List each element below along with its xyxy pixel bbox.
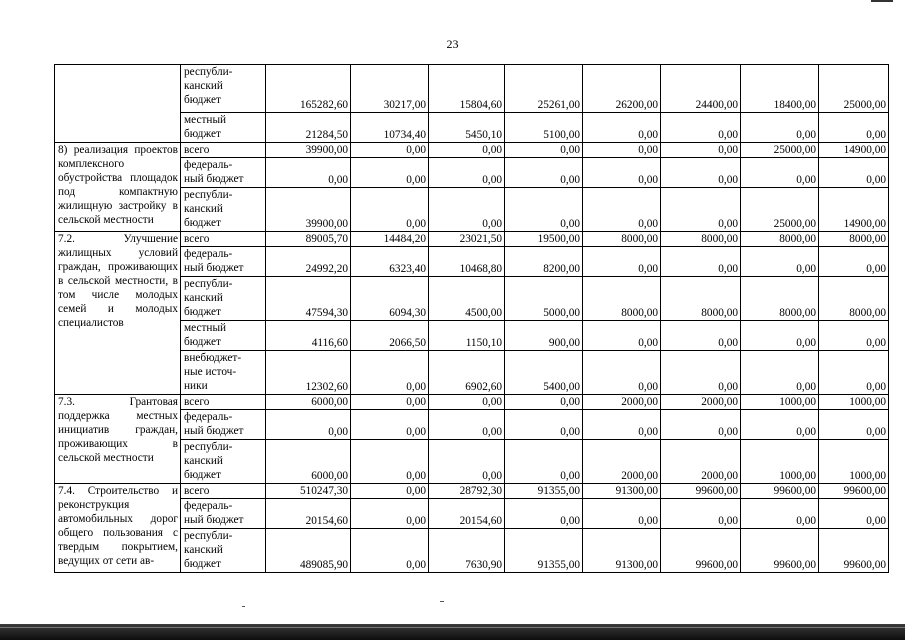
amount-cell: 0,00 [429,410,505,440]
amount-cell: 14484,20 [351,232,429,247]
amount-cell: 23021,50 [429,232,505,247]
amount-cell: 5000,00 [505,277,583,321]
funding-source-cell: федераль- ный бюджет [181,247,266,277]
amount-cell: 1150,10 [429,321,505,351]
measure-name-cell: 8) реализация проектов комплексного обустройства площадок под компактную жилищную застройку в сельской местности [55,143,181,232]
amount-cell: 0,00 [819,410,889,440]
amount-cell: 8000,00 [819,277,889,321]
amount-cell: 0,00 [661,351,741,395]
amount-cell: 12302,60 [266,351,351,395]
amount-cell: 91355,00 [505,529,583,573]
amount-cell: 0,00 [351,143,429,158]
amount-cell: 165282,60 [266,65,351,113]
amount-cell: 1000,00 [819,395,889,410]
funding-source-cell: всего [181,395,266,410]
amount-cell: 89005,70 [266,232,351,247]
amount-cell: 0,00 [505,395,583,410]
amount-cell: 1000,00 [741,440,819,484]
amount-cell: 6094,30 [351,277,429,321]
amount-cell: 0,00 [429,188,505,232]
amount-cell: 8000,00 [741,232,819,247]
amount-cell: 0,00 [351,499,429,529]
amount-cell: 2066,50 [351,321,429,351]
amount-cell: 0,00 [351,440,429,484]
amount-cell: 0,00 [741,158,819,188]
amount-cell: 0,00 [661,321,741,351]
funding-source-cell: республи- канский бюджет [181,277,266,321]
amount-cell: 10734,40 [351,113,429,143]
funding-source-cell: внебюджет- ные источ- ники [181,351,266,395]
funding-source-cell: республи- канский бюджет [181,440,266,484]
amount-cell: 0,00 [661,247,741,277]
amount-cell: 8000,00 [583,232,661,247]
table-row [55,440,889,484]
table-row [55,65,889,113]
funding-table [54,64,889,573]
amount-cell: 99600,00 [741,529,819,573]
amount-cell: 0,00 [583,321,661,351]
table-row [55,247,889,277]
amount-cell: 25261,00 [505,65,583,113]
table-row [55,232,889,247]
funding-source-cell: федераль- ный бюджет [181,499,266,529]
amount-cell: 28792,30 [429,484,505,499]
amount-cell: 0,00 [429,158,505,188]
page-number: 23 [446,37,459,51]
amount-cell: 0,00 [505,158,583,188]
amount-cell: 8000,00 [661,277,741,321]
table-row [55,499,889,529]
amount-cell: 99600,00 [661,529,741,573]
amount-cell: 5400,00 [505,351,583,395]
amount-cell: 0,00 [429,395,505,410]
amount-cell: 18400,00 [741,65,819,113]
amount-cell: 99600,00 [661,484,741,499]
amount-cell: 91355,00 [505,484,583,499]
table-row [55,277,889,321]
amount-cell: 7630,90 [429,529,505,573]
table-row [55,143,889,158]
amount-cell: 39900,00 [266,143,351,158]
amount-cell: 0,00 [351,188,429,232]
table-row [55,351,889,395]
amount-cell: 99600,00 [819,484,889,499]
amount-cell: 0,00 [583,143,661,158]
table-row [55,188,889,232]
amount-cell: 4500,00 [429,277,505,321]
amount-cell: 5450,10 [429,113,505,143]
amount-cell: 2000,00 [661,440,741,484]
amount-cell: 0,00 [351,484,429,499]
amount-cell: 21284,50 [266,113,351,143]
amount-cell: 19500,00 [505,232,583,247]
table-row [55,158,889,188]
table-row [55,529,889,573]
amount-cell: 99600,00 [819,529,889,573]
scan-corner-mark [871,0,893,2]
funding-source-cell: республи- канский бюджет [181,188,266,232]
amount-cell: 0,00 [351,410,429,440]
funding-source-cell: республи- канский бюджет [181,65,266,113]
measure-name-cell: 7.2. Улучшение жилищных условий граждан, проживающих в сельской местности, в том числе молодых семей и молодых специалистов [55,232,181,395]
table-row [55,395,889,410]
amount-cell: 0,00 [661,499,741,529]
amount-cell: 0,00 [583,499,661,529]
amount-cell: 0,00 [351,158,429,188]
amount-cell: 0,00 [819,247,889,277]
measure-name-cell: 7.4. Строительство и реконструкция автомобильных дорог общего пользования с твердым покрытием, ведущих от сети ав- [55,484,181,573]
funding-source-cell: местный бюджет [181,113,266,143]
amount-cell: 0,00 [505,188,583,232]
amount-cell: 0,00 [661,158,741,188]
measure-name-cell: 7.3. Грантовая поддержка местных инициатив граждан, проживающих в сельской местности [55,395,181,484]
amount-cell: 24992,20 [266,247,351,277]
amount-cell: 0,00 [661,188,741,232]
amount-cell: 8000,00 [661,232,741,247]
amount-cell: 8000,00 [819,232,889,247]
funding-source-cell: республи- канский бюджет [181,529,266,573]
amount-cell: 20154,60 [429,499,505,529]
amount-cell: 0,00 [583,113,661,143]
funding-source-cell: федераль- ный бюджет [181,410,266,440]
table-row [55,321,889,351]
amount-cell: 14900,00 [819,188,889,232]
amount-cell: 8000,00 [741,277,819,321]
amount-cell: 26200,00 [583,65,661,113]
amount-cell: 0,00 [351,529,429,573]
scan-mark [440,601,444,602]
amount-cell: 6902,60 [429,351,505,395]
amount-cell: 2000,00 [583,440,661,484]
amount-cell: 0,00 [741,321,819,351]
amount-cell: 14900,00 [819,143,889,158]
funding-source-cell: всего [181,232,266,247]
amount-cell: 25000,00 [741,143,819,158]
amount-cell: 8200,00 [505,247,583,277]
funding-source-cell: всего [181,484,266,499]
funding-source-cell: федераль- ный бюджет [181,158,266,188]
amount-cell: 91300,00 [583,529,661,573]
amount-cell: 0,00 [429,143,505,158]
table-row [55,410,889,440]
amount-cell: 0,00 [741,499,819,529]
measure-name-cell [55,65,181,143]
amount-cell: 1000,00 [741,395,819,410]
amount-cell: 0,00 [661,410,741,440]
amount-cell: 0,00 [741,247,819,277]
amount-cell: 25000,00 [741,188,819,232]
amount-cell: 0,00 [819,499,889,529]
amount-cell: 20154,60 [266,499,351,529]
amount-cell: 0,00 [741,351,819,395]
amount-cell: 24400,00 [661,65,741,113]
amount-cell: 0,00 [266,410,351,440]
amount-cell: 10468,80 [429,247,505,277]
amount-cell: 0,00 [351,395,429,410]
amount-cell: 6323,40 [351,247,429,277]
amount-cell: 0,00 [661,113,741,143]
amount-cell: 0,00 [505,499,583,529]
amount-cell: 25000,00 [819,65,889,113]
amount-cell: 5100,00 [505,113,583,143]
amount-cell: 0,00 [819,351,889,395]
amount-cell: 0,00 [741,410,819,440]
amount-cell: 47594,30 [266,277,351,321]
amount-cell: 0,00 [819,158,889,188]
amount-cell: 900,00 [505,321,583,351]
amount-cell: 15804,60 [429,65,505,113]
amount-cell: 0,00 [583,158,661,188]
amount-cell: 2000,00 [661,395,741,410]
amount-cell: 0,00 [583,188,661,232]
scan-mark [242,606,245,607]
amount-cell: 0,00 [351,351,429,395]
amount-cell: 0,00 [429,440,505,484]
amount-cell: 0,00 [266,158,351,188]
amount-cell: 0,00 [583,247,661,277]
amount-cell: 510247,30 [266,484,351,499]
amount-cell: 0,00 [505,143,583,158]
amount-cell: 0,00 [505,440,583,484]
amount-cell: 0,00 [583,351,661,395]
amount-cell: 2000,00 [583,395,661,410]
table-row [55,484,889,499]
amount-cell: 0,00 [661,143,741,158]
amount-cell: 99600,00 [741,484,819,499]
amount-cell: 1000,00 [819,440,889,484]
amount-cell: 0,00 [741,113,819,143]
amount-cell: 0,00 [505,410,583,440]
amount-cell: 6000,00 [266,395,351,410]
scan-border-line [0,627,905,628]
amount-cell: 0,00 [583,410,661,440]
amount-cell: 0,00 [819,321,889,351]
table-row [55,113,889,143]
funding-source-cell: всего [181,143,266,158]
amount-cell: 489085,90 [266,529,351,573]
amount-cell: 39900,00 [266,188,351,232]
amount-cell: 91300,00 [583,484,661,499]
amount-cell: 4116,60 [266,321,351,351]
amount-cell: 8000,00 [583,277,661,321]
amount-cell: 0,00 [819,113,889,143]
amount-cell: 6000,00 [266,440,351,484]
funding-source-cell: местный бюджет [181,321,266,351]
amount-cell: 30217,00 [351,65,429,113]
